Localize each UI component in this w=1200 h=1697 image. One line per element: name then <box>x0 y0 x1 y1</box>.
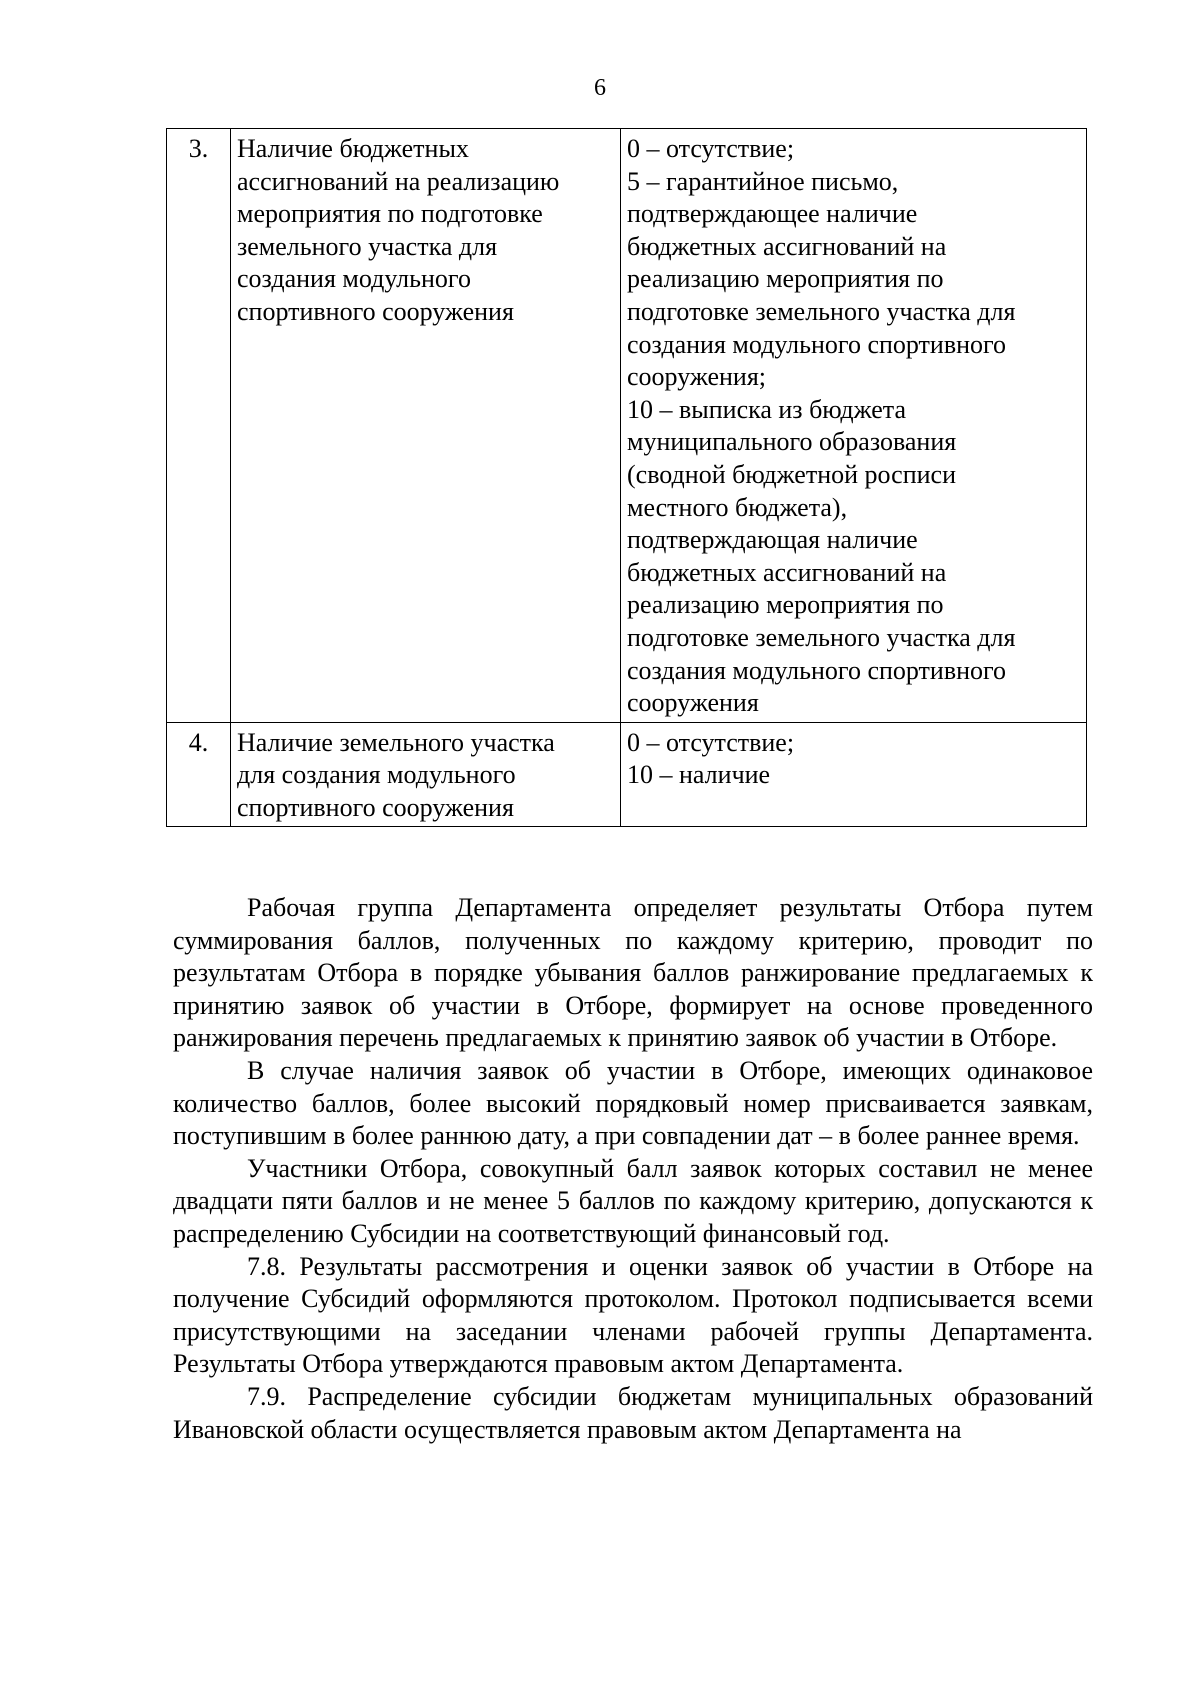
criterion-line: земельного участка для <box>237 231 498 261</box>
score-line: 0 – отсутствие; <box>627 134 795 163</box>
criterion-line: Наличие земельного участка <box>237 727 555 757</box>
criterion-line: ассигнований на реализацию <box>237 166 560 196</box>
paragraph-admission: Участники Отбора, совокупный балл заявок которых составил не менее двадцати пяти баллов и не менее 5 баллов по каждому критерию, допускаются к распределению Субсидии на соответствующий финансовый год. <box>173 1153 1093 1248</box>
row-number: 3. <box>167 129 231 723</box>
score-line: реализацию мероприятия по <box>627 590 944 620</box>
score-line: местного бюджета), <box>627 492 848 522</box>
score-line: 10 – наличие <box>627 760 771 790</box>
paragraph-equal-scores: В случае наличия заявок об участии в Отборе, имеющих одинаковое количество баллов, более высокий порядковый номер присваивается заявкам, поступившим в более раннюю дату, а при совпадении дат – в более раннее время. <box>173 1055 1093 1151</box>
criterion-line: для создания модульного <box>237 760 516 790</box>
criterion-line: спортивного сооружения <box>237 792 514 822</box>
score-line: муниципального образования <box>627 427 957 457</box>
criterion-line: Наличие бюджетных <box>237 134 469 163</box>
score-line: 5 – гарантийное письмо, <box>627 166 899 196</box>
score-line: создания модульного спортивного <box>627 655 1007 685</box>
scores-cell <box>621 129 1087 723</box>
score-line: сооружения; <box>627 362 767 392</box>
score-line: (сводной бюджетной росписи <box>627 459 956 489</box>
score-line: 10 – выписка из бюджета <box>627 394 907 424</box>
scores-cell <box>621 722 1087 827</box>
score-line: бюджетных ассигнований на <box>627 557 947 587</box>
score-line: создания модульного спортивного <box>627 329 1007 359</box>
score-line: подготовке земельного участка для <box>627 296 1016 326</box>
score-line: подготовке земельного участка для <box>627 622 1016 652</box>
score-line: сооружения <box>627 688 759 718</box>
table-row <box>167 722 1087 827</box>
criterion-line: создания модульного <box>237 264 471 294</box>
score-line: реализацию мероприятия по <box>627 264 944 294</box>
score-line: подтверждающее наличие <box>627 199 918 229</box>
criterion-cell <box>231 722 621 827</box>
criteria-table <box>166 128 1087 827</box>
score-line: 0 – отсутствие; <box>627 727 795 757</box>
paragraph-ranking: Рабочая группа Департамента определяет результаты Отбора путем суммирования баллов, полученных по каждому критерию, проводит по результатам Отбора в порядке убывания баллов ранжирование предлагаемых к принятию заявок об участии в Отборе, формирует на основе проведенного ранжирования перечень предлагаемых к принятию заявок об участии в Отборе. <box>173 893 1093 1053</box>
body-text <box>173 892 1093 1446</box>
row-number: 4. <box>167 722 231 827</box>
table-row <box>167 129 1087 723</box>
criterion-cell <box>231 129 621 723</box>
page-number: 6 <box>594 75 606 101</box>
paragraph-7-8: 7.8. Результаты рассмотрения и оценки заявок об участии в Отборе на получение Субсидий оформляются протоколом. Протокол подписывается всеми присутствующими на заседании членами рабочей группы Департамента. Результаты Отбора утверждаются правовым актом Департамента. <box>173 1251 1093 1379</box>
criterion-line: спортивного сооружения <box>237 296 514 326</box>
score-line: подтверждающая наличие <box>627 525 918 555</box>
criterion-line: мероприятия по подготовке <box>237 199 543 229</box>
paragraph-7-9: 7.9. Распределение субсидии бюджетам муниципальных образований Ивановской области осуществляется правовым актом Департамента на <box>173 1381 1093 1444</box>
score-line: бюджетных ассигнований на <box>627 231 947 261</box>
